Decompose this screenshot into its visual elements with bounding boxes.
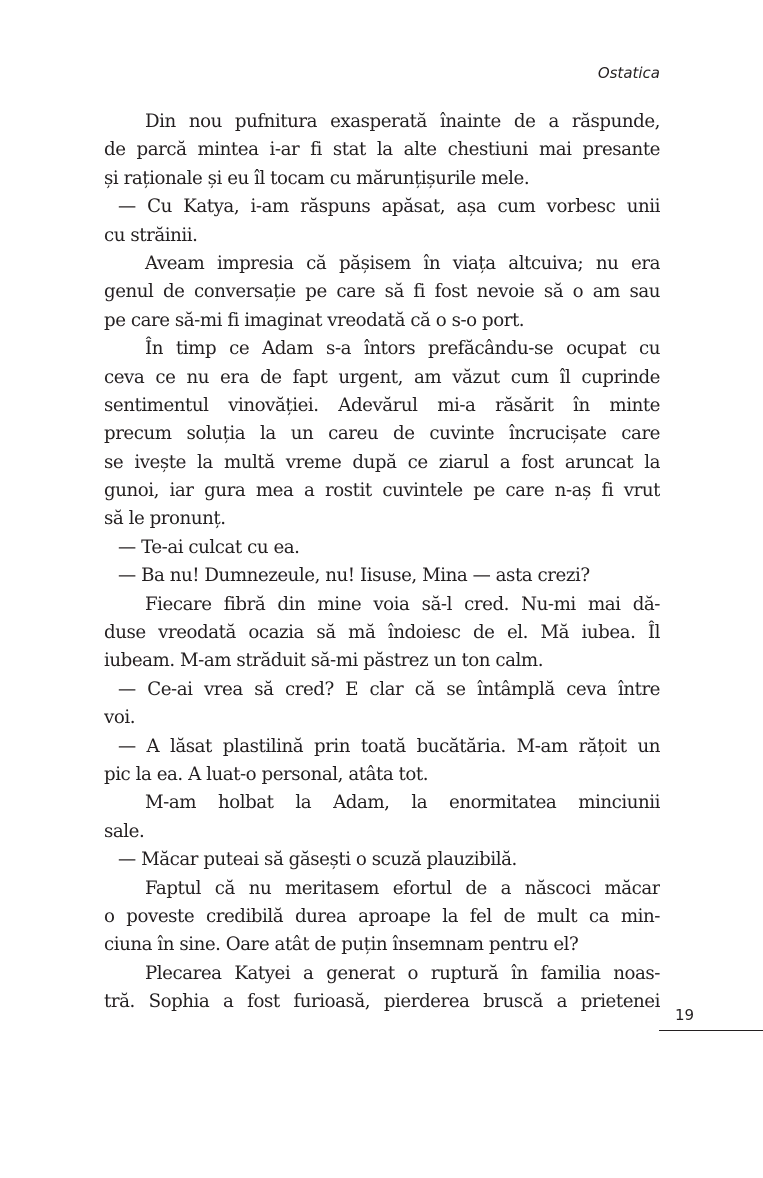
text-line: M-am holbat la Adam, la enormitatea minciunii — [145, 792, 660, 814]
text-line: ciuna în sine. Oare atât de puțin însemnam pentru el? — [104, 934, 579, 956]
text-line: — Cu Katya, i-am răspuns apăsat, așa cum vorbesc unii — [118, 196, 660, 218]
text-line: — Te-ai culcat cu ea. — [118, 536, 300, 558]
text-line: să le pronunț. — [104, 508, 226, 530]
text-line: duse vreodată ocazia să mă îndoiesc de el. Mă iubea. Îl — [104, 622, 660, 644]
page-number-rule — [659, 1030, 763, 1031]
body-text — [104, 108, 660, 1017]
text-line: Fiecare fibră din mine voia să-l cred. Nu-mi mai dă- — [145, 593, 660, 615]
text-line: — Ba nu! Dumnezeule, nu! Iisuse, Mina — asta crezi? — [118, 565, 590, 587]
running-head: Ostatica — [597, 64, 660, 82]
text-line: voi. — [104, 707, 136, 729]
text-line: pic la ea. A luat-o personal, atâta tot. — [104, 763, 429, 785]
text-line: — Măcar puteai să găsești o scuză plauzibilă. — [118, 849, 517, 871]
text-line: precum soluția la un careu de cuvinte încrucișate care — [104, 423, 660, 445]
text-line: tră. Sophia a fost furioasă, pierderea bruscă a prietenei — [104, 991, 660, 1013]
text-line: cu străinii. — [104, 224, 198, 246]
text-line: sentimentul vinovăției. Adevărul mi-a răsărit în minte — [104, 394, 660, 416]
text-line: gunoi, iar gura mea a rostit cuvintele pe care n-aș fi vrut — [104, 480, 660, 502]
text-line: și raționale și eu îl tocam cu mărunțișurile mele. — [104, 167, 530, 189]
text-line: pe care să-mi fi imaginat vreodată că o s-o port. — [104, 309, 525, 331]
text-line: sale. — [104, 820, 145, 842]
text-line: Din nou pufnitura exasperată înainte de a răspunde, — [145, 111, 660, 132]
text-line: iubeam. M-am străduit să-mi păstrez un ton calm. — [104, 650, 544, 672]
text-line: — A lăsat plastilină prin toată bucătăria. M-am rățoit un — [118, 735, 660, 757]
text-line: În timp ce Adam s-a întors prefăcându-se ocupat cu — [145, 338, 660, 360]
text-line: Aveam impresia că pășisem în viața altcuiva; nu era — [145, 252, 660, 274]
text-line: de parcă mintea i-ar fi stat la alte chestiuni mai presante — [104, 139, 660, 161]
text-line: genul de conversație pe care să fi fost nevoie să o am sau — [104, 281, 660, 303]
text-line: Plecarea Katyei a generat o ruptură în familia noas- — [145, 962, 660, 984]
text-line: o poveste credibilă durea aproape la fel de mult ca min- — [104, 905, 660, 927]
text-line: ceva ce nu era de fapt urgent, am văzut cum îl cuprinde — [104, 366, 660, 388]
text-line: se ivește la multă vreme după ce ziarul a fost aruncat la — [104, 451, 660, 473]
text-line: — Ce-ai vrea să cred? E clar că se întâmplă ceva între — [118, 678, 660, 700]
text-line: Faptul că nu meritasem efortul de a născoci măcar — [145, 877, 660, 899]
page-number: 19 — [675, 1006, 695, 1024]
